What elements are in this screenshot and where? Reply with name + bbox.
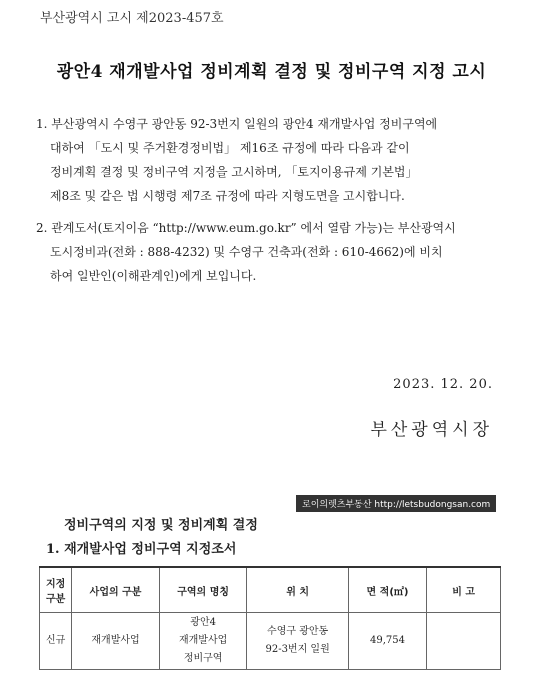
subsection-title: 1. 재개발사업 정비구역 지정조서 <box>46 542 237 557</box>
paragraph-1-line-2: 대하여 「도시 및 주거환경정비법」 제16조 규정에 따라 다음과 같이 <box>50 141 410 155</box>
notice-number: 부산광역시 고시 제2023-457호 <box>40 11 224 26</box>
issuer-name: 부산광역시장 <box>370 420 493 440</box>
paragraph-1-line-4: 제8조 및 같은 법 시행령 제7조 규정에 따라 지형도면을 고시합니다. <box>50 189 405 203</box>
cell-district-name-line-3: 정비구역 <box>183 653 223 664</box>
cell-remarks <box>427 613 501 670</box>
header-designation <box>40 567 72 613</box>
cell-business-type: 재개발사업 <box>72 613 160 670</box>
header-designation-line-1: 지정 <box>45 579 66 590</box>
header-designation-line-2: 구분 <box>45 594 66 605</box>
cell-district-name-line-2: 재개발사업 <box>178 635 228 646</box>
header-remarks: 비 고 <box>427 567 501 613</box>
cell-area: 49,754 <box>348 613 426 670</box>
paragraph-2 <box>36 216 506 288</box>
header-area: 면 적(㎡) <box>348 567 426 613</box>
cell-district-name-line-1: 광안4 <box>190 617 216 628</box>
section-title: 정비구역의 지정 및 정비계획 결정 <box>64 518 258 533</box>
cell-location-line-1: 수영구 광안동 <box>267 626 329 637</box>
paragraph-2-line-3: 하여 일반인(이해관계인)에게 보입니다. <box>50 269 257 283</box>
header-district-name: 구역의 명칭 <box>159 567 247 613</box>
watermark-banner: 로이의렛츠부동산 http://letsbudongsan.com <box>296 495 496 512</box>
paragraph-1-line-1: 1. 부산광역시 수영구 광안동 92-3번지 일원의 광안4 재개발사업 정비구역에 <box>36 117 438 131</box>
paragraph-2-line-2: 도시정비과(전화 : 888-4232) 및 수영구 건축과(전화 : 610-4662)에 비치 <box>50 245 443 259</box>
table-row <box>40 613 501 670</box>
header-location: 위 치 <box>247 567 348 613</box>
cell-district-name <box>159 613 247 670</box>
cell-location-line-2: 92-3번지 일원 <box>265 644 330 655</box>
paragraph-2-line-1: 2. 관계도서(토지이음 “http://www.eum.go.kr” 에서 열람 가능)는 부산광역시 <box>36 221 456 235</box>
paragraph-1-line-3: 정비계획 결정 및 정비구역 지정을 고시하며, 「토지이용규제 기본법」 <box>50 165 418 179</box>
paragraph-1 <box>36 112 506 208</box>
cell-location <box>247 613 348 670</box>
notice-date: 2023. 12. 20. <box>393 377 493 392</box>
header-business-type: 사업의 구분 <box>72 567 160 613</box>
cell-designation: 신규 <box>40 613 72 670</box>
district-designation-table <box>39 566 501 670</box>
document-title: 광안4 재개발사업 정비계획 결정 및 정비구역 지정 고시 <box>56 62 487 82</box>
table-header-row <box>40 567 501 613</box>
